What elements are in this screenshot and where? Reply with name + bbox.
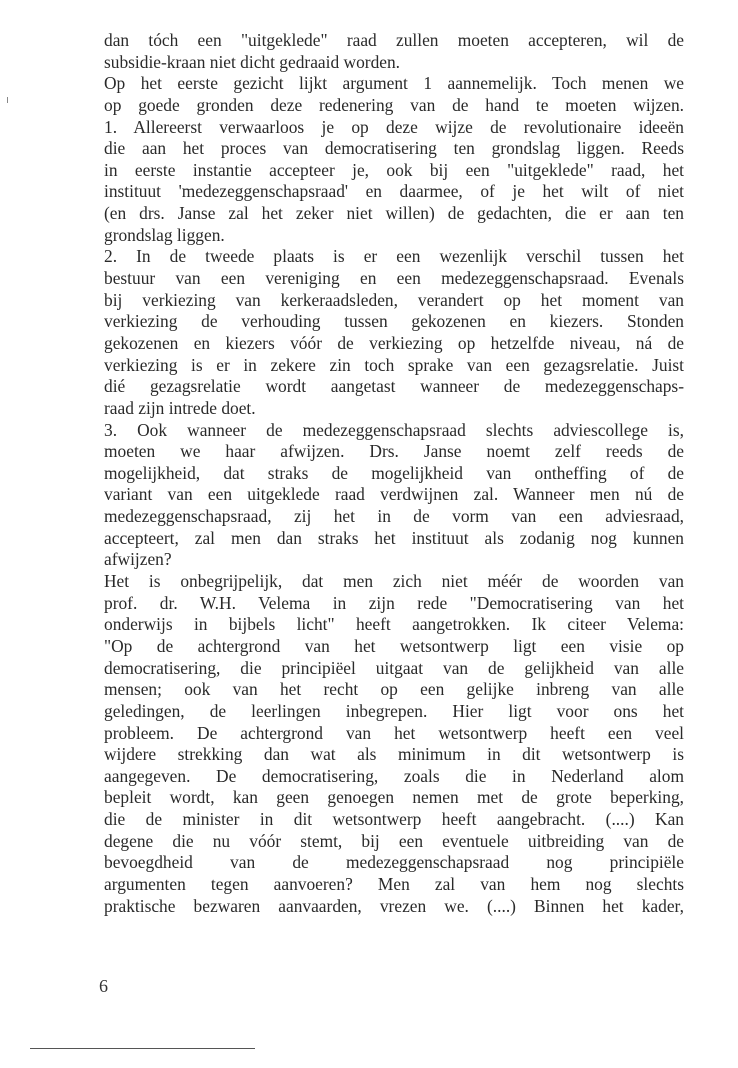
footer-rule xyxy=(30,1048,255,1049)
text-line-32: geledingen, de leerlingen inbegrepen. Hier ligt voor ons het xyxy=(104,700,684,721)
text-line-29: "Op de achtergrond van het wetsontwerp ligt een visie op xyxy=(104,635,684,656)
text-line-16: verkiezing is er in zekere zin toch sprake van een gezagsrelatie. Juist xyxy=(104,354,684,375)
text-line-22: variant van een uitgeklede raad verdwijnen zal. Wanneer men nú de xyxy=(104,484,684,505)
text-line-5: 1. Allereerst verwaarloos je op deze wijze de revolutionaire ideeën xyxy=(104,116,684,137)
text-line-25: afwijzen? xyxy=(104,549,172,570)
text-line-17: dié gezagsrelatie wordt aangetast wanneer de medezeggenschaps- xyxy=(104,376,684,397)
text-line-35: aangegeven. De democratisering, zoals die in Nederland alom xyxy=(104,765,684,786)
text-line-1: dan tóch een "uitgeklede" raad zullen moeten accepteren, wil de xyxy=(104,30,684,50)
text-line-4: op goede gronden deze redenering van de hand te moeten wijzen. xyxy=(104,94,684,115)
text-line-33: probleem. De achtergrond van het wetsontwerp heeft een veel xyxy=(104,722,684,743)
text-line-3: Op het eerste gezicht lijkt argument 1 aannemelijk. Toch menen we xyxy=(104,73,684,94)
text-line-38: degene die nu vóór stemt, bij een eventuele uitbreiding van de xyxy=(104,830,684,851)
text-line-6: die aan het proces van democratisering ten grondslag liggen. Reeds xyxy=(104,138,684,159)
text-line-10: grondslag liggen. xyxy=(104,224,225,245)
text-line-39: bevoegdheid van de medezeggenschapsraad nog principiële xyxy=(104,852,684,873)
margin-mark xyxy=(7,97,8,103)
text-line-23: medezeggenschapsraad, zij het in de vorm van een adviesraad, xyxy=(104,506,684,527)
text-line-19: 3. Ook wanneer de medezeggenschapsraad slechts adviescollege is, xyxy=(104,419,684,440)
text-line-14: verkiezing de verhouding tussen gekozenen en kiezers. Stonden xyxy=(104,311,684,332)
document-body xyxy=(104,30,684,917)
text-line-37: die de minister in dit wetsontwerp heeft aangebracht. (....) Kan xyxy=(104,809,684,830)
text-line-21: mogelijkheid, dat straks de mogelijkheid van ontheffing of de xyxy=(104,462,684,483)
text-line-30: democratisering, die principiëel uitgaat van de gelijkheid van alle xyxy=(104,657,684,678)
text-line-2: subsidie-kraan niet dicht gedraaid worden. xyxy=(104,51,401,72)
text-line-8: instituut 'medezeggenschapsraad' en daarmee, of je het wilt of niet xyxy=(104,181,684,202)
text-line-18: raad zijn intrede doet. xyxy=(104,397,256,418)
text-line-7: in eerste instantie accepteer je, ook bij een "uitgeklede" raad, het xyxy=(104,159,684,180)
text-line-24: accepteert, zal men dan straks het instituut als zodanig nog kunnen xyxy=(104,527,684,548)
text-line-20: moeten we haar afwijzen. Drs. Janse noemt zelf reeds de xyxy=(104,441,684,462)
text-line-40: argumenten tegen aanvoeren? Men zal van hem nog slechts xyxy=(104,873,684,894)
text-line-27: prof. dr. W.H. Velema in zijn rede "Democratisering van het xyxy=(104,592,684,613)
text-line-36: bepleit wordt, kan geen genoegen nemen met de grote beperking, xyxy=(104,787,684,808)
text-line-41: praktische bezwaren aanvaarden, vrezen we. (....) Binnen het kader, xyxy=(104,895,684,916)
text-line-34: wijdere strekking dan wat als minimum in dit wetsontwerp is xyxy=(104,744,684,765)
text-line-26: Het is onbegrijpelijk, dat men zich niet méér de woorden van xyxy=(104,571,684,592)
text-line-12: bestuur van een vereniging en een medezeggenschapsraad. Evenals xyxy=(104,268,684,289)
text-line-31: mensen; ook van het recht op een gelijke inbreng van alle xyxy=(104,679,684,700)
text-line-9: (en drs. Janse zal het zeker niet willen) de gedachten, die er aan ten xyxy=(104,203,684,224)
text-line-15: gekozenen en kiezers vóór de verkiezing op hetzelfde niveau, ná de xyxy=(104,332,684,353)
text-line-28: onderwijs in bijbels licht" heeft aangetrokken. Ik citeer Velema: xyxy=(104,614,684,635)
text-line-13: bij verkiezing van kerkeraadsleden, verandert op het moment van xyxy=(104,289,684,310)
page-number: 6 xyxy=(99,976,108,996)
text-line-11: 2. In de tweede plaats is er een wezenlijk verschil tussen het xyxy=(104,246,684,267)
